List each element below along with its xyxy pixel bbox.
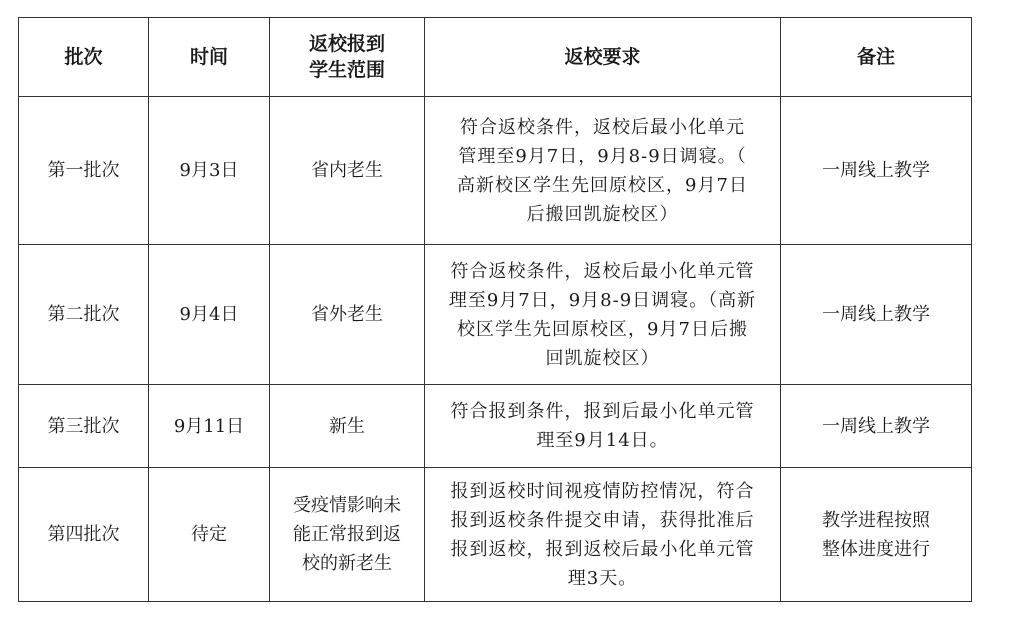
requirements-line: 理3天。 bbox=[567, 567, 638, 589]
requirements-line: 高新校区学生先回原校区，9月7日 bbox=[457, 174, 748, 196]
remarks-line: 一周线上教学 bbox=[822, 304, 930, 325]
requirements-cell bbox=[425, 468, 781, 602]
requirements-line: 符合报到条件，报到后最小化单元管 bbox=[450, 401, 755, 422]
requirements-cell bbox=[425, 97, 781, 245]
time-cell: 9月3日 bbox=[149, 97, 270, 245]
requirements-line: 理至9月14日。 bbox=[536, 430, 669, 451]
requirements-line: 管理至9月7日，9月8-9日调寝。（ bbox=[458, 145, 747, 167]
requirements-line: 符合返校条件，返校后最小化单元管 bbox=[450, 260, 755, 282]
table-row bbox=[19, 97, 972, 245]
header-row bbox=[19, 18, 972, 97]
batch-cell: 第二批次 bbox=[19, 245, 149, 385]
scope-line: 新生 bbox=[329, 415, 365, 437]
header-scope-line: 返校报到 bbox=[308, 33, 385, 55]
remarks-cell bbox=[781, 385, 972, 468]
header-batch: 批次 bbox=[19, 18, 149, 97]
remarks-line: 一周线上教学 bbox=[822, 415, 930, 437]
scope-cell bbox=[270, 385, 425, 468]
header-remarks: 备注 bbox=[781, 18, 972, 97]
requirements-line: 报到返校时间视疫情防控情况，符合 bbox=[450, 480, 755, 502]
header-scope bbox=[270, 18, 425, 97]
return-schedule-table bbox=[18, 17, 972, 602]
remarks-line: 教学进程按照 bbox=[822, 509, 930, 531]
header-requirements: 返校要求 bbox=[425, 18, 781, 97]
requirements-line: 回凯旋校区） bbox=[545, 347, 660, 369]
requirements-line: 符合返校条件，返校后最小化单元 bbox=[460, 116, 745, 138]
table-row bbox=[19, 468, 972, 602]
scope-line: 省内老生 bbox=[311, 160, 383, 181]
remarks-line: 整体进度进行 bbox=[822, 538, 930, 560]
scope-line: 能正常报到返 bbox=[293, 524, 401, 545]
batch-cell: 第三批次 bbox=[19, 385, 149, 468]
requirements-line: 报到返校，报到返校后最小化单元管 bbox=[450, 538, 755, 560]
requirements-line: 理至9月7日，9月8-9日调寝。（高新 bbox=[448, 289, 757, 311]
requirements-line: 报到返校条件提交申请，获得批准后 bbox=[450, 509, 755, 531]
remarks-cell bbox=[781, 245, 972, 385]
scope-line: 校的新老生 bbox=[302, 553, 392, 574]
requirements-line: 后搬回凯旋校区） bbox=[526, 203, 679, 225]
remarks-cell bbox=[781, 97, 972, 245]
scope-line: 省外老生 bbox=[311, 304, 383, 325]
requirements-cell bbox=[425, 385, 781, 468]
remarks-line: 一周线上教学 bbox=[822, 160, 930, 181]
time-cell: 待定 bbox=[149, 468, 270, 602]
table-row bbox=[19, 245, 972, 385]
batch-cell: 第四批次 bbox=[19, 468, 149, 602]
requirements-line: 校区学生先回原校区，9月7日后搬 bbox=[457, 318, 748, 340]
table-row bbox=[19, 385, 972, 468]
scope-cell bbox=[270, 468, 425, 602]
header-scope-line: 学生范围 bbox=[308, 59, 385, 81]
scope-line: 受疫情影响未 bbox=[293, 495, 401, 516]
time-cell: 9月11日 bbox=[149, 385, 270, 468]
batch-cell: 第一批次 bbox=[19, 97, 149, 245]
header-time: 时间 bbox=[149, 18, 270, 97]
time-cell: 9月4日 bbox=[149, 245, 270, 385]
scope-cell bbox=[270, 97, 425, 245]
scope-cell bbox=[270, 245, 425, 385]
remarks-cell bbox=[781, 468, 972, 602]
requirements-cell bbox=[425, 245, 781, 385]
